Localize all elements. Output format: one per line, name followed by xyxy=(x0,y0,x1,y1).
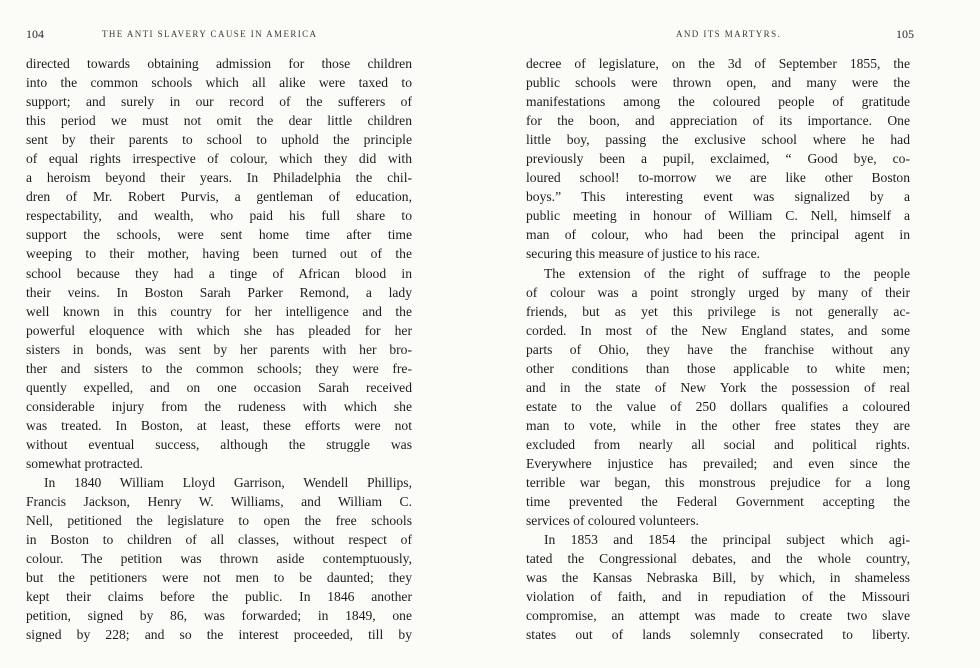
text-line: Nell, petitioned the legislature to open the free schools xyxy=(26,513,412,529)
text-line: considerable injury from the rudeness with which she xyxy=(26,398,412,414)
text-line: public meeting in honour of William C. Nell, himself a xyxy=(526,208,910,224)
text-line: Everywhere injustice has prevailed; and even since the xyxy=(526,455,910,471)
text-line: parts of Ohio, they have the franchise without any xyxy=(526,341,910,357)
text-line: of equal rights irrespective of colour, which they did with xyxy=(26,151,412,167)
text-line: The extension of the right of suffrage to the people xyxy=(544,265,910,281)
text-line: petition, signed by 86, was forwarded; in 1849, one xyxy=(26,608,412,624)
text-line: public schools were thrown open, and many were the xyxy=(526,75,910,91)
text-line: boys.” This interesting event was signalized by a xyxy=(526,189,910,205)
text-line: decree of legislature, on the 3d of September 1855, the xyxy=(526,56,910,71)
text-line: but the petitioners were not men to be daunted; they xyxy=(26,570,412,586)
text-line: for the boon, and appreciation of its importance. One xyxy=(526,113,910,129)
text-line: quently expelled, and on one occasion Sarah received xyxy=(26,379,412,395)
text-line: loured school! to-morrow we are like other Boston xyxy=(526,170,910,186)
text-line: in Boston to children of all classes, without respect of xyxy=(26,532,412,548)
right-running-title: AND ITS MARTYRS. xyxy=(676,29,782,39)
text-line: dren of Mr. Robert Purvis, a gentleman of education, xyxy=(26,189,412,205)
text-line: a heroism beyond their years. In Philadelphia the chil- xyxy=(26,170,412,186)
text-line: manifestations among the coloured people of gratitude xyxy=(526,94,910,110)
text-line: corded. In most of the New England states, and some xyxy=(526,322,910,338)
text-line: ther and sisters to the common schools; they were fre- xyxy=(26,360,412,376)
text-line: securing this measure of justice to his race. xyxy=(526,246,761,262)
right-running-head xyxy=(526,27,914,45)
text-line: violation of faith, and in repudiation of the Missouri xyxy=(526,589,910,605)
text-line: tated the Congressional debates, and the whole country, xyxy=(526,551,910,567)
text-line: was the Kansas Nebraska Bill, by which, in shameless xyxy=(526,570,910,586)
text-line: support the schools, were sent home time after time xyxy=(26,227,412,243)
text-line: weeping to their mother, having been turned out of the xyxy=(26,246,412,262)
text-line: estate to the value of 250 dollars qualifies a coloured xyxy=(526,398,910,414)
text-line: In 1853 and 1854 the principal subject which agi- xyxy=(544,532,910,548)
text-line: and in the state of New York the possession of real xyxy=(526,379,910,395)
text-line: man of colour, who had been the principal agent in xyxy=(526,227,910,243)
text-line: was treated. In Boston, at least, these efforts were not xyxy=(26,417,412,433)
text-line: previously been a pupil, exclaimed, “ Good bye, co- xyxy=(526,151,910,167)
text-line: services of coloured volunteers. xyxy=(526,513,699,529)
left-page-text xyxy=(26,54,412,644)
left-running-head xyxy=(26,29,412,45)
right-page-number: 105 xyxy=(896,27,914,41)
left-running-title: THE ANTI SLAVERY CAUSE IN AMERICA xyxy=(102,29,318,39)
text-line: terrible war began, this monstrous prejudice for a long xyxy=(526,475,910,491)
text-line: respectability, and wealth, who paid his full share to xyxy=(26,208,412,224)
right-page xyxy=(526,0,914,668)
text-line: sisters in bonds, was sent by her parents with her bro- xyxy=(26,341,412,357)
text-line: this period we must not omit the dear little children xyxy=(26,113,412,129)
text-line: friends, but as yet this privilege is not generally ac- xyxy=(526,303,910,319)
text-line: somewhat protracted. xyxy=(26,455,144,471)
text-line: into the common schools which all alike were taxed to xyxy=(26,75,412,91)
text-line: signed by 228; and so the interest proceeded, till by xyxy=(26,627,412,643)
text-line: little boy, passing the exclusive school where he had xyxy=(526,132,910,148)
text-line: time prevented the Federal Government accepting the xyxy=(526,494,910,510)
left-page xyxy=(26,0,412,668)
text-line: school because they had a tinge of African blood in xyxy=(26,265,412,281)
text-line: well known in this country for her intelligence and the xyxy=(26,303,412,319)
text-line: support; and surely in our record of the sufferers of xyxy=(26,94,412,110)
text-line: of colour was a point strongly urged by many of their xyxy=(526,284,910,300)
text-line: man to vote, while in the other free states they are xyxy=(526,417,910,433)
text-line: their veins. In Boston Sarah Parker Remond, a lady xyxy=(26,284,412,300)
text-line: colour. The petition was thrown aside contemptuously, xyxy=(26,551,412,567)
text-line: sent by their parents to school to uphold the principle xyxy=(26,132,412,148)
text-line: powerful eloquence with which she has pleaded for her xyxy=(26,322,412,338)
text-line: In 1840 William Lloyd Garrison, Wendell Phillips, xyxy=(44,475,412,491)
text-line: excluded from nearly all social and political rights. xyxy=(526,436,910,452)
text-line: compromise, an attempt was made to create two slave xyxy=(526,608,910,624)
left-page-number: 104 xyxy=(26,27,44,41)
text-line: directed towards obtaining admission for those children xyxy=(26,56,412,71)
right-page-text xyxy=(526,54,910,644)
text-line: Francis Jackson, Henry W. Williams, and William C. xyxy=(26,494,412,510)
text-line: states out of lands solemnly consecrated to liberty. xyxy=(526,627,910,643)
text-line: without eventual success, although the struggle was xyxy=(26,436,412,452)
text-line: kept their claims before the public. In 1846 another xyxy=(26,589,412,605)
text-line: other conditions than those applicable to white men; xyxy=(526,360,910,376)
